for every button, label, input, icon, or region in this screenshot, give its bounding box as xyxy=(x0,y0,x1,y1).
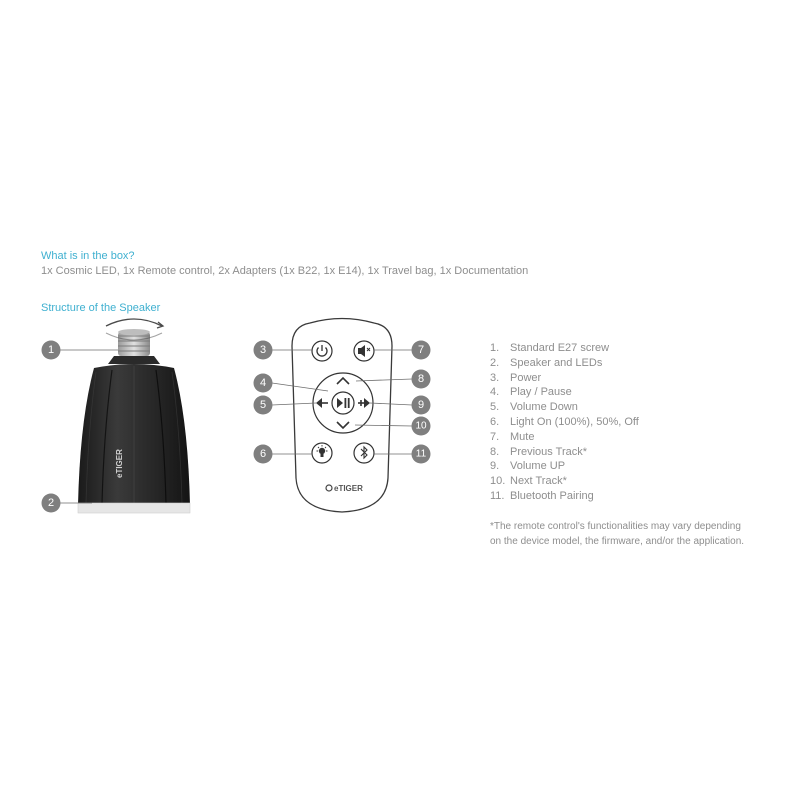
footnote-line-1: *The remote control's functionalities may vary depending xyxy=(490,521,741,532)
svg-text:3: 3 xyxy=(259,344,267,356)
callout-11 xyxy=(412,445,431,464)
structure-heading: Structure of the Speaker xyxy=(41,302,161,314)
callout-6 xyxy=(254,445,273,464)
footnote xyxy=(490,519,744,549)
footnote-line-2: on the device model, the firmware, and/or the application. xyxy=(490,536,745,547)
bluetooth-button xyxy=(354,443,374,463)
svg-text:1: 1 xyxy=(47,344,55,356)
legend-item: 5. Volume Down xyxy=(490,401,578,414)
svg-text:9: 9 xyxy=(417,399,425,411)
legend-item: 2. Speaker and LEDs xyxy=(490,356,603,369)
callout-7 xyxy=(412,341,431,360)
legend-item: 7. Mute xyxy=(490,430,535,443)
svg-text:6: 6 xyxy=(259,448,267,460)
mute-button xyxy=(354,341,374,361)
remote-control xyxy=(292,319,392,513)
legend-item: 8. Previous Track* xyxy=(490,445,588,458)
legend-item: 9. Volume UP xyxy=(490,460,566,473)
legend-item: 1. Standard E27 screw xyxy=(490,342,610,354)
legend-item: 10. Next Track* xyxy=(490,475,567,488)
callout-3 xyxy=(254,341,273,360)
svg-text:eTIGER: eTIGER xyxy=(334,484,363,493)
power-button xyxy=(312,341,332,361)
svg-text:4: 4 xyxy=(259,377,267,389)
svg-text:eTIGER: eTIGER xyxy=(115,449,124,478)
svg-text:7: 7 xyxy=(417,344,425,356)
light-button xyxy=(312,443,332,463)
legend-item: 11. Bluetooth Pairing xyxy=(490,489,594,502)
speaker-logo-icon xyxy=(115,449,124,478)
feature-legend xyxy=(490,341,639,504)
callout-10 xyxy=(412,417,431,436)
legend-item: 4. Play / Pause xyxy=(490,386,572,399)
callout-8 xyxy=(412,370,431,389)
callout-2 xyxy=(42,494,61,513)
svg-text:8: 8 xyxy=(417,373,425,385)
play-pause-button xyxy=(332,392,354,414)
callout-5 xyxy=(254,396,273,415)
e27-screw xyxy=(106,319,163,356)
box-contents-text: 1x Cosmic LED, 1x Remote control, 2x Adapters (1x B22, 1x E14), 1x Travel bag, 1x Documentation xyxy=(41,265,529,277)
svg-text:11: 11 xyxy=(415,448,427,460)
callout-9 xyxy=(412,396,431,415)
speaker-illustration xyxy=(78,319,190,513)
svg-text:10: 10 xyxy=(415,420,427,432)
legend-item: 6. Light On (100%), 50%, Off xyxy=(490,415,639,428)
callout-1 xyxy=(42,341,61,360)
legend-item: 3. Power xyxy=(490,371,542,384)
svg-text:2: 2 xyxy=(47,497,55,509)
callout-4 xyxy=(254,374,273,393)
box-contents-heading: What is in the box? xyxy=(41,250,135,262)
svg-text:5: 5 xyxy=(259,399,267,411)
